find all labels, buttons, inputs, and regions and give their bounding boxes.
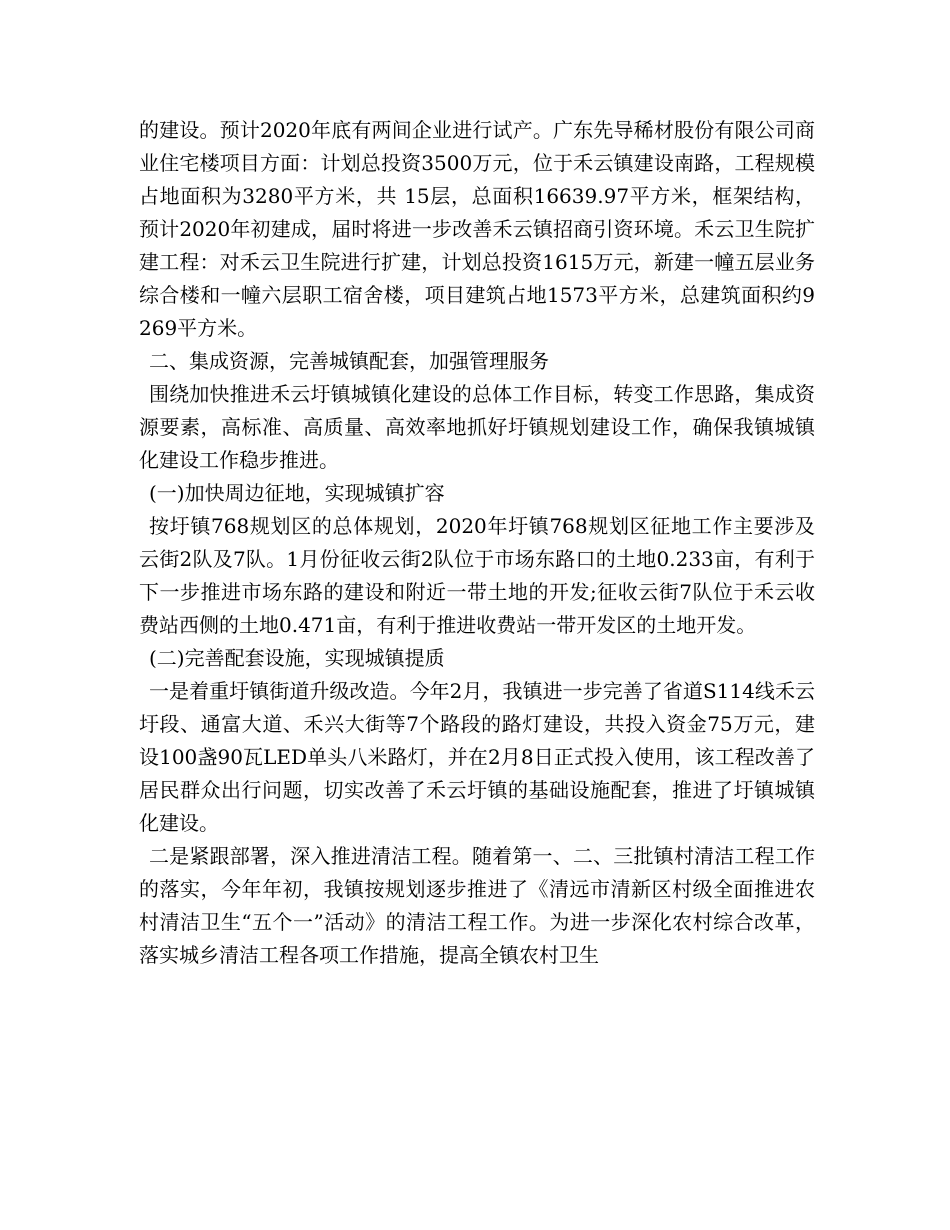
subsection-heading-1: (一)加快周边征地，实现城镇扩容 xyxy=(149,481,445,505)
paragraph-cleaning-project: 二是紧跟部署，深入推进清洁工程。随着第一、二、三批镇村清洁工程工作的落实，今年年初，我镇按规划逐步推进了《清远市清新区村级全面推进农村清洁卫生“五个一”活动》的清洁工程工作。为进一步深化农村综合改革，落实城乡清洁工程各项工作措施，提高全镇农村卫生 xyxy=(139,844,815,967)
paragraph-land-acquisition: 按圩镇768规划区的总体规划，2020年圩镇768规划区征地工作主要涉及云街2队及7队。1月份征收云街2队位于市场东路口的土地0.233亩，有利于下一步推进市场东路的建设和附近一带土地的开发;征收云街7队位于禾云收费站西侧的土地0.471亩，有利于推进收费站一带开发区的土地开发。 xyxy=(139,514,815,637)
document-body xyxy=(139,114,815,972)
paragraph-section-2-overview: 围绕加快推进禾云圩镇城镇化建设的总体工作目标，转变工作思路，集成资源要素，高标准、高质量、高效率地抓好圩镇规划建设工作，确保我镇城镇化建设工作稳步推进。 xyxy=(139,382,815,472)
paragraph-intro-projects: 的建设。预计2020年底有两间企业进行试产。广东先导稀材股份有限公司商业住宅楼项目方面：计划总投资3500万元，位于禾云镇建设南路，工程规模占地面积为3280平方米，共 15层，总面积16639.97平方米，框架结构，预计2020年初建成，届时将进一步改善禾云镇招商引资环境。禾云卫生院扩建工程：对禾云卫生院进行扩建，计划总投资1615万元，新建一幢五层业务综合楼和一幢六层职工宿舍楼，项目建筑占地1573平方米，总建筑面积约9269平方米。 xyxy=(139,118,815,340)
paragraph-street-upgrade: 一是着重圩镇街道升级改造。今年2月，我镇进一步完善了省道S114线禾云圩段、通富大道、禾兴大街等7个路段的路灯建设，共投入资金75万元，建设100盏90瓦LED单头八米路灯，并在2月8日正式投入使用，该工程改善了居民群众出行问题，切实改善了禾云圩镇的基础设施配套，推进了圩镇城镇化建设。 xyxy=(139,679,815,835)
subsection-heading-2: (二)完善配套设施，实现城镇提质 xyxy=(149,646,445,670)
section-heading-2: 二、集成资源，完善城镇配套，加强管理服务 xyxy=(149,349,549,373)
